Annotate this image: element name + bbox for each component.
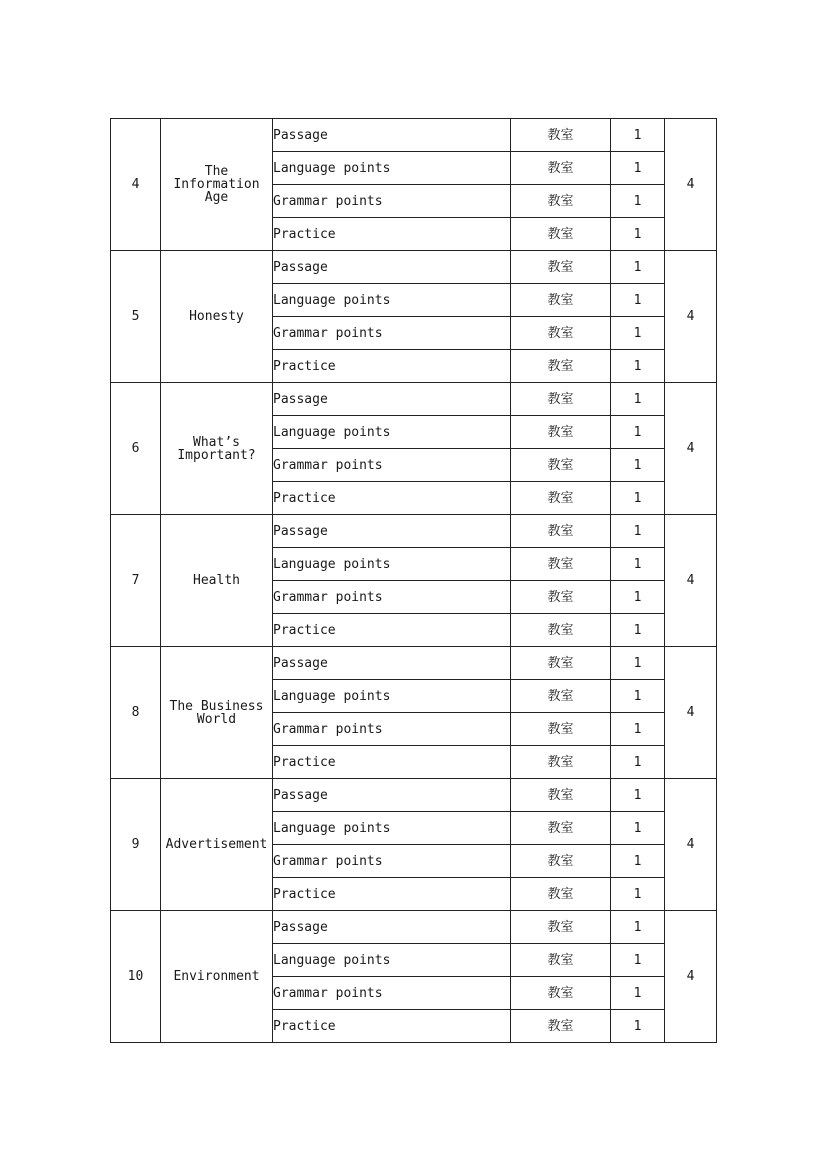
lesson-content: Grammar points: [273, 449, 511, 482]
lesson-hours: 1: [611, 680, 665, 713]
lesson-hours: 1: [611, 581, 665, 614]
lesson-hours: 1: [611, 515, 665, 548]
lesson-hours: 1: [611, 1010, 665, 1043]
lesson-content: Language points: [273, 812, 511, 845]
unit-number: 9: [111, 779, 161, 911]
table-row: [111, 251, 717, 284]
lesson-content: Passage: [273, 383, 511, 416]
lesson-venue: 教室: [511, 185, 611, 218]
lesson-content: Language points: [273, 152, 511, 185]
lesson-venue: 教室: [511, 911, 611, 944]
lesson-venue: 教室: [511, 680, 611, 713]
lesson-content: Practice: [273, 218, 511, 251]
lesson-hours: 1: [611, 977, 665, 1010]
lesson-hours: 1: [611, 845, 665, 878]
lesson-hours: 1: [611, 713, 665, 746]
lesson-content: Passage: [273, 119, 511, 152]
unit-total-hours: 4: [665, 119, 717, 251]
unit-title: The Information Age: [161, 119, 273, 251]
lesson-hours: 1: [611, 416, 665, 449]
lesson-content: Language points: [273, 416, 511, 449]
lesson-hours: 1: [611, 878, 665, 911]
unit-number: 4: [111, 119, 161, 251]
lesson-hours: 1: [611, 350, 665, 383]
lesson-hours: 1: [611, 251, 665, 284]
lesson-venue: 教室: [511, 152, 611, 185]
unit-total-hours: 4: [665, 647, 717, 779]
lesson-venue: 教室: [511, 548, 611, 581]
unit-total-hours: 4: [665, 515, 717, 647]
lesson-content: Practice: [273, 482, 511, 515]
lesson-venue: 教室: [511, 977, 611, 1010]
lesson-hours: 1: [611, 812, 665, 845]
lesson-hours: 1: [611, 218, 665, 251]
lesson-venue: 教室: [511, 779, 611, 812]
lesson-content: Passage: [273, 515, 511, 548]
lesson-venue: 教室: [511, 581, 611, 614]
table-row: [111, 911, 717, 944]
lesson-hours: 1: [611, 779, 665, 812]
lesson-venue: 教室: [511, 218, 611, 251]
lesson-venue: 教室: [511, 713, 611, 746]
lesson-venue: 教室: [511, 317, 611, 350]
lesson-venue: 教室: [511, 1010, 611, 1043]
table-row: [111, 383, 717, 416]
lesson-hours: 1: [611, 449, 665, 482]
lesson-hours: 1: [611, 614, 665, 647]
table-row: [111, 779, 717, 812]
table-body: [111, 119, 717, 1043]
lesson-content: Grammar points: [273, 581, 511, 614]
lesson-hours: 1: [611, 185, 665, 218]
lesson-hours: 1: [611, 119, 665, 152]
lesson-hours: 1: [611, 647, 665, 680]
unit-title: Environment: [161, 911, 273, 1043]
unit-number: 8: [111, 647, 161, 779]
lesson-content: Language points: [273, 944, 511, 977]
lesson-content: Passage: [273, 911, 511, 944]
lesson-content: Language points: [273, 548, 511, 581]
lesson-venue: 教室: [511, 812, 611, 845]
table-row: [111, 647, 717, 680]
lesson-hours: 1: [611, 944, 665, 977]
lesson-content: Grammar points: [273, 845, 511, 878]
lesson-venue: 教室: [511, 845, 611, 878]
lesson-venue: 教室: [511, 482, 611, 515]
lesson-content: Practice: [273, 614, 511, 647]
unit-number: 5: [111, 251, 161, 383]
unit-number: 10: [111, 911, 161, 1043]
unit-total-hours: 4: [665, 779, 717, 911]
lesson-content: Grammar points: [273, 185, 511, 218]
unit-title: Health: [161, 515, 273, 647]
lesson-content: Grammar points: [273, 977, 511, 1010]
course-schedule-table: [110, 118, 717, 1043]
lesson-venue: 教室: [511, 350, 611, 383]
lesson-venue: 教室: [511, 449, 611, 482]
lesson-content: Practice: [273, 350, 511, 383]
lesson-venue: 教室: [511, 515, 611, 548]
table-row: [111, 515, 717, 548]
lesson-content: Language points: [273, 680, 511, 713]
lesson-content: Grammar points: [273, 713, 511, 746]
unit-title: Honesty: [161, 251, 273, 383]
lesson-venue: 教室: [511, 284, 611, 317]
lesson-venue: 教室: [511, 746, 611, 779]
unit-total-hours: 4: [665, 911, 717, 1043]
lesson-content: Passage: [273, 251, 511, 284]
unit-total-hours: 4: [665, 383, 717, 515]
lesson-content: Passage: [273, 647, 511, 680]
unit-title: The Business World: [161, 647, 273, 779]
lesson-venue: 教室: [511, 251, 611, 284]
lesson-venue: 教室: [511, 383, 611, 416]
table-row: [111, 119, 717, 152]
lesson-venue: 教室: [511, 119, 611, 152]
lesson-hours: 1: [611, 152, 665, 185]
unit-total-hours: 4: [665, 251, 717, 383]
unit-title: Advertisement: [161, 779, 273, 911]
lesson-venue: 教室: [511, 614, 611, 647]
unit-number: 6: [111, 383, 161, 515]
lesson-content: Language points: [273, 284, 511, 317]
lesson-venue: 教室: [511, 878, 611, 911]
lesson-content: Practice: [273, 746, 511, 779]
lesson-hours: 1: [611, 746, 665, 779]
lesson-content: Grammar points: [273, 317, 511, 350]
lesson-content: Practice: [273, 1010, 511, 1043]
lesson-hours: 1: [611, 482, 665, 515]
lesson-content: Practice: [273, 878, 511, 911]
lesson-hours: 1: [611, 548, 665, 581]
lesson-hours: 1: [611, 383, 665, 416]
lesson-hours: 1: [611, 911, 665, 944]
lesson-venue: 教室: [511, 647, 611, 680]
unit-number: 7: [111, 515, 161, 647]
lesson-venue: 教室: [511, 944, 611, 977]
lesson-hours: 1: [611, 317, 665, 350]
unit-title: What’s Important?: [161, 383, 273, 515]
lesson-content: Passage: [273, 779, 511, 812]
lesson-hours: 1: [611, 284, 665, 317]
lesson-venue: 教室: [511, 416, 611, 449]
